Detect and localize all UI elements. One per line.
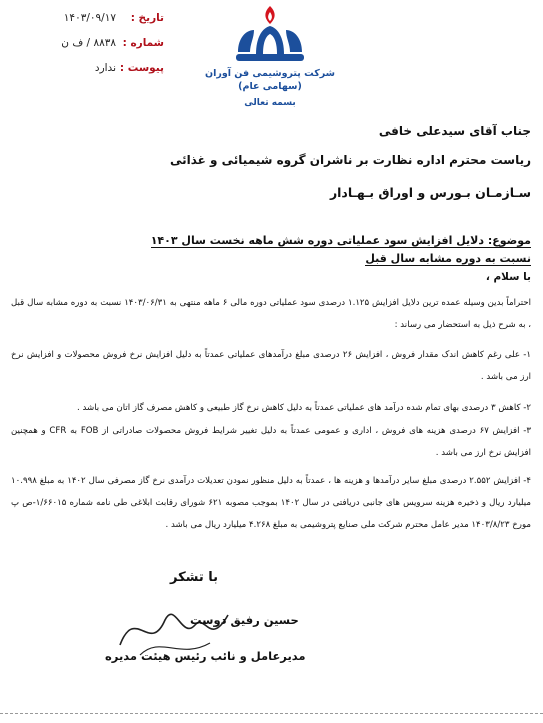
body-paragraph-item-1: ۱- علی رغم کاهش اندک مقدار فروش ، افزایش ۲۶ درصدی مبلغ درآمدهای عملیاتی عمدتاً به دلیل افزایش نرخ فروش محصولات و افزایش نرخ ارز می باشد . (11, 350, 531, 382)
greeting: با سلام ، (485, 271, 531, 283)
letter-meta (14, 12, 164, 87)
signer-name: حسین رفیق دوست (190, 613, 299, 627)
date-row (14, 12, 164, 37)
number-row (14, 37, 164, 62)
company-type: (سهامی عام) (238, 81, 302, 92)
attachment-value: ندارد (94, 62, 116, 74)
company-name: شرکت پتروشیمی فن آوران (205, 68, 335, 79)
basmala: بسمه تعالی (244, 98, 296, 108)
petrochemical-flame-logo-icon (232, 4, 308, 66)
addressee-organization: سـازمـان بـورس و اوراق بـهـادار (329, 185, 531, 200)
subject-line-1: موضوع: دلایل افزایش سود عملیاتی دوره شش ماهه نخست سال ۱۴۰۳ (150, 234, 531, 247)
letter-subject (111, 232, 531, 268)
body-paragraph-item-3: ۳- افزایش ۶۷ درصدی هزینه های فروش ، اداری و عمومی عمدتاً به دلیل تغییر شرایط فروش محصولات صادراتی از FOB به CFR و همچنین افزایش نرخ ارز می باشد . (11, 426, 531, 458)
body-paragraph-item-4: ۴- افزایش ۲.۵۵۲ درصدی مبلغ سایر درآمدها و هزینه ها ، عمدتاً به دلیل منظور نمودن تعدیلات درآمدی نرخ گاز مصرفی سال ۱۴۰۲ به مبلغ ۱۰.۹۹۸ میلیارد ریال و ذخیره هزینه سرویس های جانبی دریافتی در سال ۱۴۰۲ بموجب مصوبه ۶۲۱ شورای رقابت ابلاغی طی نامه شماره ۱/۶۶۰۱۵-ص پ مورخ ۱۴۰۳/۸/۲۳ مدیر عامل محترم شرکت ملی صنایع پتروشیمی به مبلغ ۴.۲۶۸ میلیارد ریال می باشد . (11, 476, 531, 530)
closing-thanks: با تشکر (170, 570, 219, 585)
body-paragraph-intro: احتراماً بدین وسیله عمده ترین دلایل افزایش ۱.۱۲۵ درصدی سود عملیاتی دوره مالی ۶ ماهه منتهی به ۱۴۰۳/۰۶/۳۱ نسبت به دوره مشابه سال قبل ، به شرح ذیل به استحضار می رساند : (11, 298, 532, 330)
body-paragraph-item-2: ۲- کاهش ۳ درصدی بهای تمام شده درآمد های عملیاتی عمدتاً به دلیل کاهش نرخ گاز طبیعی و کاهش مصرف گاز اتان می باشد . (77, 403, 531, 413)
addressee-name: جناب آقای سیدعلی خافی (378, 124, 531, 138)
number-value: ۸۸۳۸ / ف ن (61, 37, 116, 49)
number-label: شماره : (122, 37, 164, 49)
date-value: ۱۴۰۳/۰۹/۱۷ (63, 12, 116, 24)
attachment-label: پیوست : (119, 62, 164, 74)
subject-line-2: نسبت به دوره مشابه سال قبل (365, 252, 531, 265)
addressee-position: ریاست محترم اداره نظارت بر ناشران گروه شیمیائی و غذائی (169, 153, 531, 167)
company-logo (205, 4, 335, 124)
attachment-row (14, 62, 164, 87)
date-label: تاریخ : (130, 12, 164, 24)
signer-title: مدیرعامل و نائب رئیس هیئت مدیره (105, 649, 306, 663)
footer-divider (0, 713, 543, 714)
